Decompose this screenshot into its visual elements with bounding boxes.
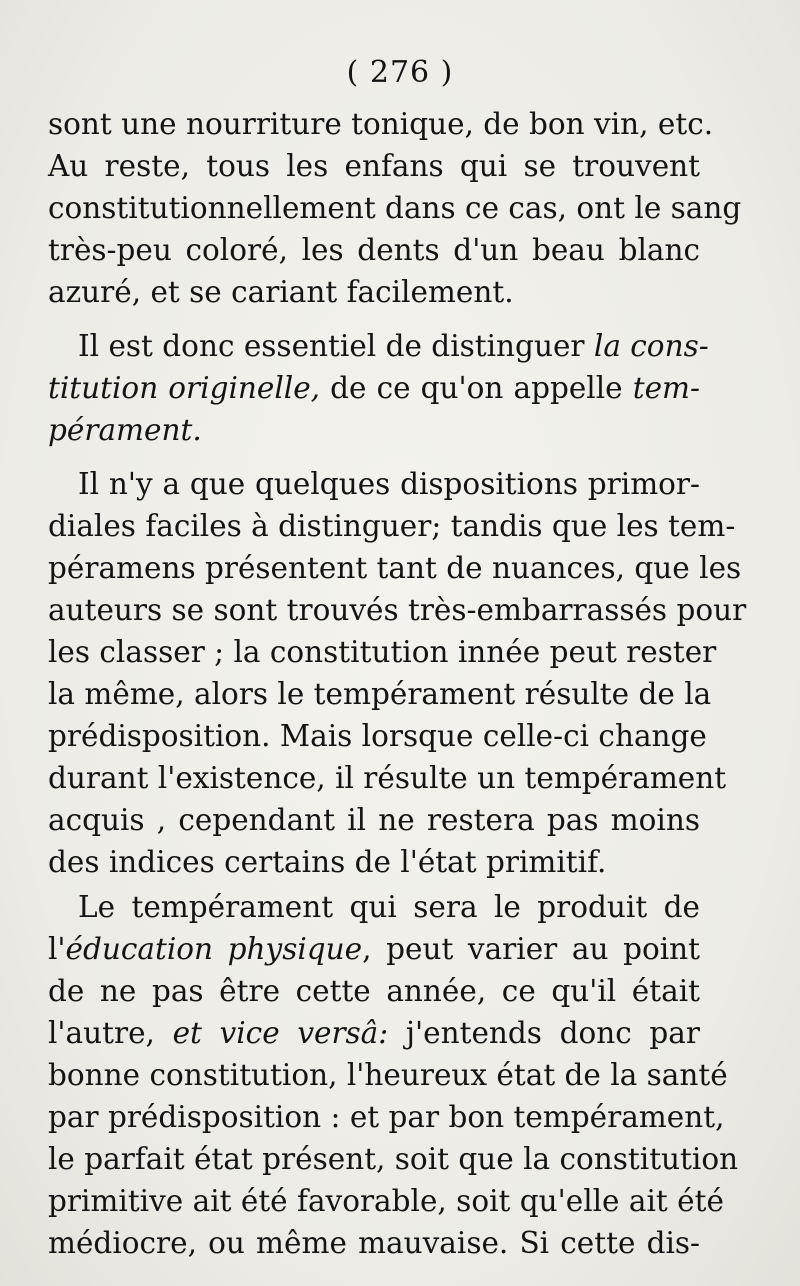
text-line: Au reste, tous les enfans qui se trouvent [48,149,700,183]
text-line: pérament. [48,413,202,447]
text-line: les classer ; la constitution innée peut rester [48,635,717,669]
text-line: l'autre, et vice versâ: j'entends donc par [48,1016,700,1050]
text-line: Il n'y a que quelques dispositions primor- [78,467,700,501]
text-line: prédisposition. Mais lorsque celle-ci change [48,719,707,753]
text-line: primitive ait été favorable, soit qu'elle ait été [48,1184,724,1218]
text-line: la même, alors le tempérament résulte de la [48,677,712,711]
text-line: par prédisposition : et par bon tempérament, [48,1100,725,1134]
text-line: azuré, et se cariant facilement. [48,275,514,309]
text-line: très-peu coloré, les dents d'un beau blanc [48,233,700,267]
text-line: bonne constitution, l'heureux état de la santé [48,1058,728,1092]
text-line: le parfait état présent, soit que la constitution [48,1142,739,1176]
text-line: durant l'existence, il résulte un tempérament [48,761,727,795]
text-line: l'éducation physique, peut varier au point [48,932,701,966]
text-line: auteurs se sont trouvés très-embarrassés pour [48,593,747,627]
text-line: Le tempérament qui sera le produit de [78,890,700,924]
text-line: de ne pas être cette année, ce qu'il était [48,974,700,1008]
text-line: constitutionnellement dans ce cas, ont le sang [48,191,742,225]
text-line: sont une nourriture tonique, de bon vin, etc. [48,107,714,141]
text-line: titution originelle, de ce qu'on appelle tem- [48,371,700,405]
text-line: médiocre, ou même mauvaise. Si cette dis- [48,1226,700,1260]
text-line: diales faciles à distinguer; tandis que les tem- [48,509,736,543]
text-line: Il est donc essentiel de distinguer la cons- [78,329,709,363]
text-line: péramens présentent tant de nuances, que les [48,551,742,585]
text-line: acquis , cependant il ne restera pas moins [48,803,700,837]
page-number: ( 276 ) [346,55,454,90]
text-line: des indices certains de l'état primitif. [48,845,607,879]
